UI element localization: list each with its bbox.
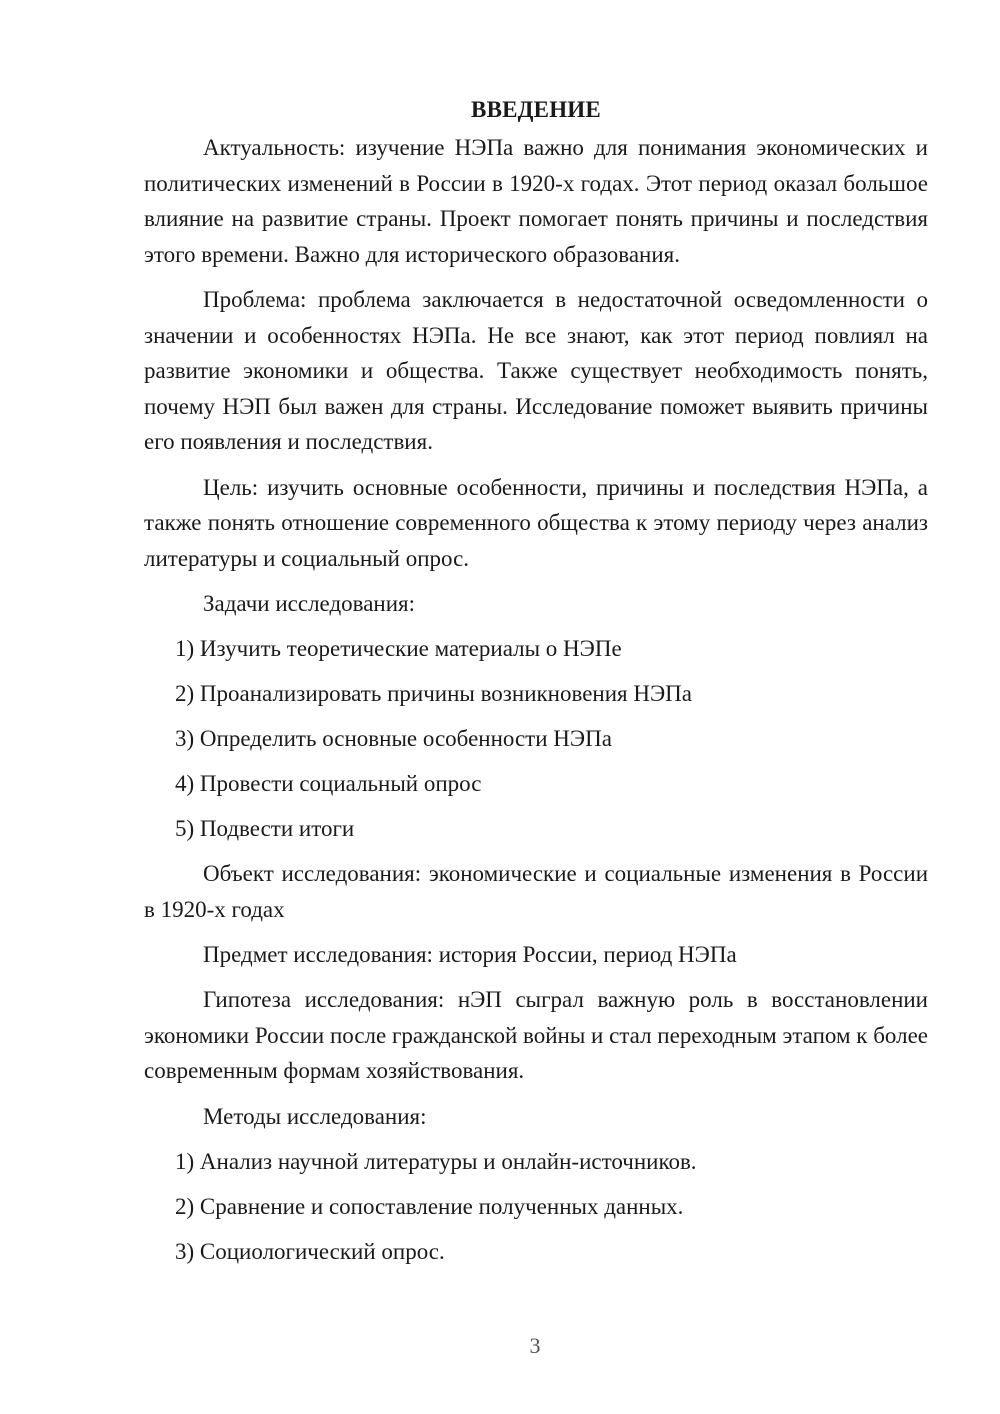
list-item: 4) Провести социальный опрос	[175, 771, 482, 796]
page-content	[144, 92, 928, 1279]
tasks-list	[144, 631, 928, 846]
list-item: 2) Сравнение и сопоставление полученных данных.	[175, 1193, 684, 1219]
tasks-heading: Задачи исследования:	[203, 591, 416, 616]
list-item: 3) Определить основные особенности НЭПа	[175, 726, 612, 751]
paragraph-goal: Цель: изучить основные особенности, причины и последствия НЭПа, а также понять отношение современного общества к этому периоду через анализ литературы и социальный опрос.	[144, 474, 928, 571]
list-item: 1) Изучить теоретические материалы о НЭПе	[175, 636, 622, 661]
paragraph-object: Объект исследования: экономические и социальные изменения в России в 1920-х годах	[144, 861, 928, 922]
methods-list	[144, 1144, 928, 1269]
list-item: 2) Проанализировать причины возникновения НЭПа	[175, 681, 692, 706]
page-number: 3	[529, 1333, 541, 1358]
list-item: 3) Социологический опрос.	[175, 1238, 445, 1264]
list-item: 1) Анализ научной литературы и онлайн-источников.	[175, 1148, 697, 1174]
paragraph-relevance: Актуальность: изучение НЭПа важно для понимания экономических и политических изменений в России в 1920-х годах. Этот период оказал большое влияние на развитие страны. Проект помогает понять причины и последствия этого времени. Важно для исторического образования.	[144, 135, 928, 267]
paragraph-problem: Проблема: проблема заключается в недостаточной осведомленности о значении и особенностях НЭПа. Не все знают, как этот период повлиял на развитие экономики и общества. Также существует необходимость понять, почему НЭП был важен для страны. Исследование поможет выявить причины его появления и последствия.	[144, 287, 928, 454]
list-item: 5) Подвести итоги	[175, 816, 355, 841]
paragraph-hypothesis: Гипотеза исследования: нЭП сыграл важную роль в восстановлении экономики России после гражданской войны и стал переходным этапом к более современным формам хозяйствования.	[144, 987, 928, 1083]
paragraph-subject: Предмет исследования: история России, период НЭПа	[203, 942, 737, 967]
page-title: ВВЕДЕНИЕ	[471, 97, 601, 122]
methods-heading: Методы исследования:	[203, 1103, 427, 1129]
